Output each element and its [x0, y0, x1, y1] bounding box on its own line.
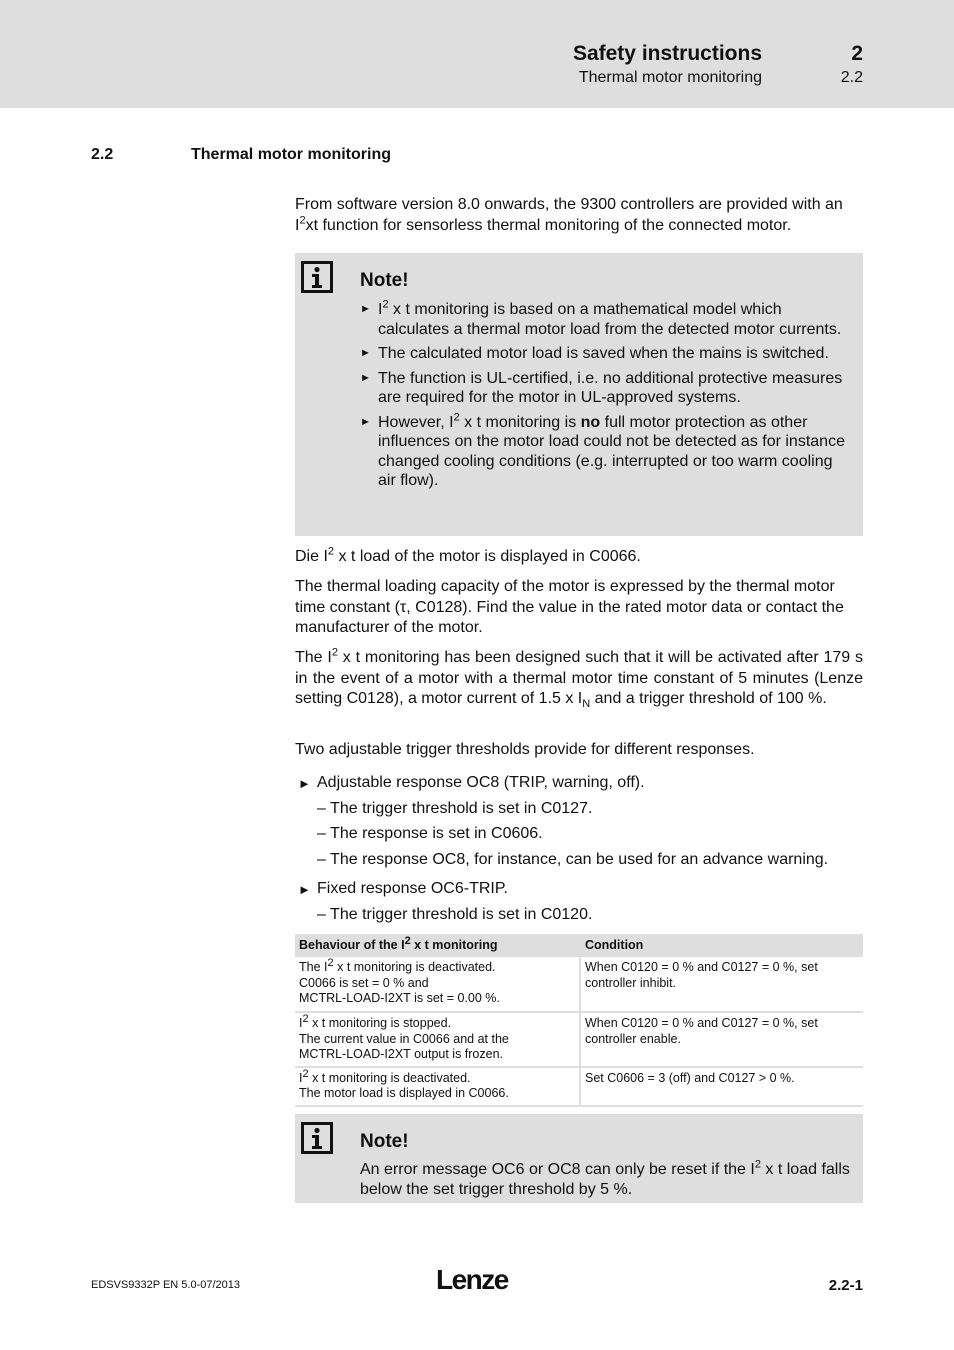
lenze-logo: [436, 1262, 516, 1294]
bullet-item: ► Adjustable response OC8 (TRIP, warning, off).: [298, 774, 645, 791]
column-header: Behaviour of the $I^2$ x t monitoring: [295, 934, 580, 957]
response-list-2: [295, 876, 863, 927]
column-header: Condition: [580, 934, 863, 957]
intro-paragraph: From software version 8.0 onwards, the 9300 controllers are provided with an $I^2xt$ function for sensorless thermal monitoring of the connected motor.: [295, 196, 843, 234]
chapter-number: 2: [851, 42, 863, 65]
page-number: 2.2-1: [828, 1277, 863, 1294]
section-subtitle: Thermal motor monitoring: [578, 69, 762, 86]
activation-paragraph: The $I^2$ x t monitoring has been designed such that it will be activated after 179 s in the event of a motor with a thermal motor time constant of 5 minutes (Lenze setting C0128), a motor current of 1.5 x $I_N$ and a trigger threshold of 100 %.: [295, 646, 863, 711]
table-row: [295, 1012, 863, 1067]
note-box-2: [295, 1114, 863, 1203]
note-list: [360, 300, 853, 496]
response-list-1: [295, 770, 863, 872]
table-cell: $I^2$ x t monitoring is stopped. The current value in C0066 and at the MCTRL-LOAD-I2XT output is frozen.: [295, 1012, 580, 1067]
thresholds-paragraph: Two adjustable trigger thresholds provide for different responses.: [295, 741, 755, 758]
table-cell: $I^2$ x t monitoring is deactivated. The motor load is displayed in C0066.: [295, 1067, 580, 1106]
note-title: Note!: [360, 1131, 409, 1152]
table-cell: When C0120 = 0 % and C0127 = 0 %, set controller enable.: [580, 1012, 863, 1067]
section-heading: Thermal motor monitoring: [191, 146, 391, 163]
table-header-row: [295, 934, 863, 957]
note-box-1: [295, 253, 863, 536]
note-item: ► The calculated motor load is saved when the mains is switched.: [360, 345, 829, 362]
time-constant-paragraph: The thermal loading capacity of the motor is expressed by the thermal motor time constant (τ, C0128). Find the value in the rated motor data or contact the manufacturer of the motor.: [295, 578, 844, 636]
note-title: Note!: [360, 270, 409, 291]
section-subnumber: 2.2: [840, 69, 863, 86]
table-cell: When C0120 = 0 % and C0127 = 0 %, set controller inhibit.: [580, 957, 863, 1012]
table-cell: The $I^2$ x t monitoring is deactivated. C0066 is set = 0 % and MCTRL-LOAD-I2XT is set = 0.00 %.: [295, 957, 580, 1012]
note-text: An error message OC6 or OC8 can only be reset if the $I^2$ x t load falls below the set trigger threshold by 5 %.: [360, 1158, 850, 1198]
svg-text:Lenze: Lenze: [436, 1264, 508, 1294]
info-icon: [301, 1122, 333, 1154]
table-cell: Set C0606 = 3 (off) and C0127 > 0 %.: [580, 1067, 863, 1106]
sub-item: – The trigger threshold is set in C0120.: [317, 905, 593, 923]
load-display-paragraph: Die $I^2$ x t load of the motor is displayed in C0066.: [295, 545, 641, 565]
sub-item: – The response is set in C0606.: [317, 825, 543, 842]
bullet-item: ► Fixed response OC6-TRIP.: [298, 880, 508, 897]
note-item: ► $I^2$ x t monitoring is based on a mathematical model which calculates a thermal motor load from the detected motor currents.: [360, 298, 842, 338]
document-id: EDSVS9332P EN 5.0-07/2013: [91, 1279, 241, 1291]
chapter-title: Safety instructions: [572, 42, 762, 65]
sub-item: – The trigger threshold is set in C0127.: [317, 799, 593, 817]
page-header: [0, 0, 954, 108]
info-icon: [301, 261, 333, 293]
table-row: [295, 1067, 863, 1106]
sub-item: – The response OC8, for instance, can be used for an advance warning.: [317, 850, 829, 868]
section-number: 2.2: [91, 146, 114, 163]
note-item: ► The function is UL-certified, i.e. no additional protective measures are required for the motor in UL-approved systems.: [360, 369, 843, 406]
monitoring-table: [295, 934, 863, 1107]
table-row: [295, 957, 863, 1012]
note-item: ► However, $I^2$ x t monitoring is no full motor protection as other influences on the motor load could not be detected as for instance changed cooling conditions (e.g. interrupted or too warm cooling air flow).: [360, 411, 845, 489]
